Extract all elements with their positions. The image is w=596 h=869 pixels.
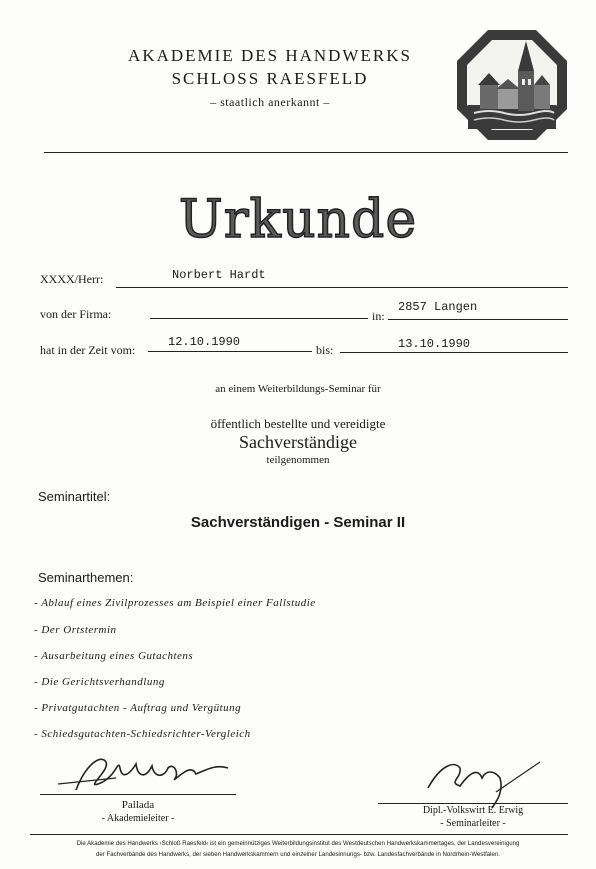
participation-line2: öffentlich bestellte und vereidigte xyxy=(210,416,386,431)
topic-item: - Der Ortstermin xyxy=(34,624,117,636)
name-underline xyxy=(116,287,568,288)
right-signature-line xyxy=(378,803,568,804)
participation-line1: an einem Weiterbildungs-Seminar für xyxy=(215,383,381,395)
firm-label: von der Firma: xyxy=(40,307,112,321)
location-underline xyxy=(388,319,568,320)
topic-item: - Ablauf eines Zivilprozesses am Beispiel einer Fallstudie xyxy=(34,597,316,609)
right-signer-role: - Seminarleiter - xyxy=(440,818,506,829)
participation-line4: teilgenommen xyxy=(266,454,330,466)
left-signer-name: Pallada xyxy=(121,799,155,811)
date-from-label: hat in der Zeit vom: xyxy=(40,343,136,357)
right-signer-name: Dipl.-Volkswirt E. Erwig xyxy=(422,805,524,816)
certificate-title: Urkunde xyxy=(178,190,418,250)
seminar-topics-label: Seminarthemen: xyxy=(38,570,134,585)
left-signature-icon xyxy=(56,744,256,800)
left-signer-role: - Akademieleiter - xyxy=(101,813,175,824)
academy-name-line2: SCHLOSS RAESFELD xyxy=(171,69,369,88)
date-from-underline xyxy=(148,351,312,352)
name-label: XXXX/Herr: xyxy=(40,272,104,286)
location-value: 2857 Langen xyxy=(398,300,478,314)
firm-underline xyxy=(150,318,368,319)
topic-item: - Schiedsgutachten-Schiedsrichter-Vergleich xyxy=(34,728,251,740)
date-to-value: 13.10.1990 xyxy=(398,337,471,351)
location-label: in: xyxy=(372,309,385,323)
header-divider xyxy=(44,152,568,153)
topic-item: - Ausarbeitung eines Gutachtens xyxy=(34,650,194,662)
topic-item: - Privatgutachten - Auftrag und Vergütung xyxy=(34,702,242,714)
left-signature-line xyxy=(40,794,236,795)
participation-line3: Sachverständige xyxy=(239,432,357,452)
footer-line2: der Fachverbände des Handwerks, der sieben Handwerkskammern und einzelner Landesinnungs- bzw. Landesfachverbände in Nordrhein-Westfalen. xyxy=(96,851,500,858)
date-to-underline xyxy=(340,352,568,353)
topic-item: - Die Gerichtsverhandlung xyxy=(34,676,165,688)
seminar-title-label: Seminartitel: xyxy=(38,489,111,504)
seminar-title-value: Sachverständigen - Seminar II xyxy=(190,514,406,531)
footer-line1: Die Akademie des Handwerks ›Schloß Raesfeld‹ ist ein gemeinnütziges Weiterbildungsinstitut des Westdeutschen Handwerkskammertages, der Landesvereinigung xyxy=(76,840,520,847)
academy-name-line1: AKADEMIE DES HANDWERKS xyxy=(128,46,412,65)
footer-divider xyxy=(30,834,568,835)
name-value: Norbert Hardt xyxy=(172,268,266,282)
castle-church-octagon-logo-icon xyxy=(454,27,570,143)
accreditation-note: – staatlich anerkannt – xyxy=(210,95,330,109)
date-from-value: 12.10.1990 xyxy=(168,335,241,349)
date-to-label: bis: xyxy=(316,343,334,357)
